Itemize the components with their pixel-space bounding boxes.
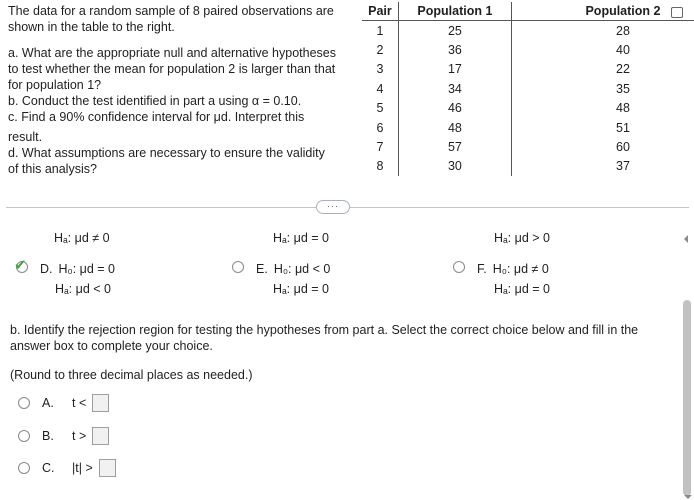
- question-d-line-2: of this analysis?: [8, 162, 97, 176]
- option-e-h0: H₀: μd < 0: [273, 262, 331, 276]
- question-b: b. Conduct the test identified in part a using α = 0.10.: [8, 94, 302, 108]
- question-a-line-2: to test whether the mean for population 2 is larger than that: [8, 62, 336, 76]
- choice-b-label: B.: [42, 429, 54, 443]
- question-a-line-1: a. What are the appropriate null and alternative hypotheses: [8, 46, 336, 60]
- population-2-cell: 35: [511, 79, 694, 98]
- data-table: [362, 2, 694, 176]
- header-population-1: Population 1: [398, 2, 511, 21]
- intro-line-2: shown in the table to the right.: [8, 20, 175, 34]
- expand-button[interactable]: ···: [316, 200, 350, 214]
- header-pair: Pair: [362, 2, 398, 21]
- checkmark-icon: ✔: [14, 257, 27, 274]
- pair-cell: 2: [376, 43, 384, 58]
- table-row: [362, 99, 694, 118]
- option-f[interactable]: [447, 259, 550, 299]
- population-2-cell: 51: [511, 118, 694, 137]
- population-2-cell: 28: [511, 21, 694, 41]
- pair-cell: 7: [376, 140, 384, 155]
- choice-b[interactable]: [12, 427, 109, 445]
- option-c-ha: [494, 228, 550, 248]
- choice-c-label: C.: [42, 461, 55, 475]
- choice-a-label: A.: [42, 396, 54, 410]
- pair-cell: 6: [376, 120, 384, 135]
- question-c-line-2: result.: [8, 130, 43, 144]
- pair-cell: 3: [376, 62, 384, 77]
- option-a-ha-text: Hₐ: μd ≠ 0: [54, 231, 110, 245]
- pair-cell: 8: [376, 159, 384, 174]
- scroll-down-arrow-icon[interactable]: [684, 495, 692, 499]
- option-d-ha: Hₐ: μd < 0: [55, 282, 111, 296]
- choice-a-answer-box[interactable]: [92, 394, 109, 412]
- choice-b-answer-box[interactable]: [92, 427, 109, 445]
- pair-cell: 1: [376, 23, 384, 38]
- choice-b-symbol: t >: [72, 429, 87, 443]
- intro-line-1: The data for a random sample of 8 paired observations are: [8, 4, 334, 18]
- population-1-cell: 36: [398, 40, 511, 59]
- option-e-label: E.: [256, 262, 268, 276]
- population-1-cell: 25: [398, 21, 511, 41]
- table-row: [362, 157, 694, 176]
- choice-a-symbol: t <: [72, 396, 87, 410]
- population-1-cell: 57: [398, 137, 511, 156]
- population-1-cell: 30: [398, 157, 511, 176]
- choice-a[interactable]: [12, 394, 109, 412]
- option-d-radio[interactable]: [10, 259, 34, 275]
- choice-c[interactable]: [12, 459, 116, 477]
- population-2-cell: 37: [511, 157, 694, 176]
- option-f-ha: Hₐ: μd = 0: [494, 282, 550, 296]
- header-population-2: Population 2: [511, 2, 694, 21]
- table-row: [362, 79, 694, 98]
- scroll-left-arrow-icon[interactable]: [684, 235, 688, 243]
- option-a-ha: [54, 228, 110, 248]
- option-e[interactable]: [226, 259, 330, 299]
- choice-a-radio[interactable]: [12, 395, 36, 411]
- option-d-h0: H₀: μd = 0: [58, 262, 116, 276]
- option-f-label: F.: [477, 262, 487, 276]
- choice-b-radio[interactable]: [12, 428, 36, 444]
- population-2-cell: 40: [511, 40, 694, 59]
- table-row: [362, 118, 694, 137]
- population-1-cell: 34: [398, 79, 511, 98]
- table-row: [362, 40, 694, 59]
- scrollbar-thumb[interactable]: [683, 300, 691, 496]
- pair-cell: 5: [376, 101, 384, 116]
- option-e-radio[interactable]: [226, 259, 250, 275]
- table-row: [362, 60, 694, 79]
- population-2-cell: 22: [511, 60, 694, 79]
- question-a-line-3: for population 1?: [8, 78, 102, 92]
- problem-statement: [8, 3, 360, 177]
- option-b-ha: [273, 228, 329, 248]
- option-b-ha-text: Hₐ: μd = 0: [273, 231, 329, 245]
- copy-table-icon[interactable]: [671, 7, 683, 18]
- question-c-line-1: c. Find a 90% confidence interval for μd. Interpret this: [8, 110, 305, 124]
- table-row: [362, 21, 694, 41]
- question-d-line-1: d. What assumptions are necessary to ensure the validity: [8, 146, 325, 160]
- round-note: (Round to three decimal places as needed.): [10, 368, 253, 382]
- table-row: [362, 137, 694, 156]
- option-e-ha: Hₐ: μd = 0: [273, 282, 329, 296]
- population-1-cell: 46: [398, 99, 511, 118]
- choice-c-radio[interactable]: [12, 460, 36, 476]
- part-b-prompt: b. Identify the rejection region for testing the hypotheses from part a. Select the correct choice below and fill in the answer box to complete your choice.: [10, 323, 639, 353]
- population-1-cell: 48: [398, 118, 511, 137]
- population-1-cell: 17: [398, 60, 511, 79]
- choice-c-answer-box[interactable]: [99, 459, 116, 477]
- pair-cell: 4: [376, 81, 384, 96]
- option-d-label: D.: [40, 262, 53, 276]
- population-2-cell: 60: [511, 137, 694, 156]
- option-d[interactable]: [10, 259, 115, 299]
- option-c-ha-text: Hₐ: μd > 0: [494, 231, 550, 245]
- option-f-h0: H₀: μd ≠ 0: [492, 262, 549, 276]
- option-f-radio[interactable]: [447, 259, 471, 275]
- population-2-cell: 48: [511, 99, 694, 118]
- choice-c-symbol: |t| >: [72, 461, 93, 475]
